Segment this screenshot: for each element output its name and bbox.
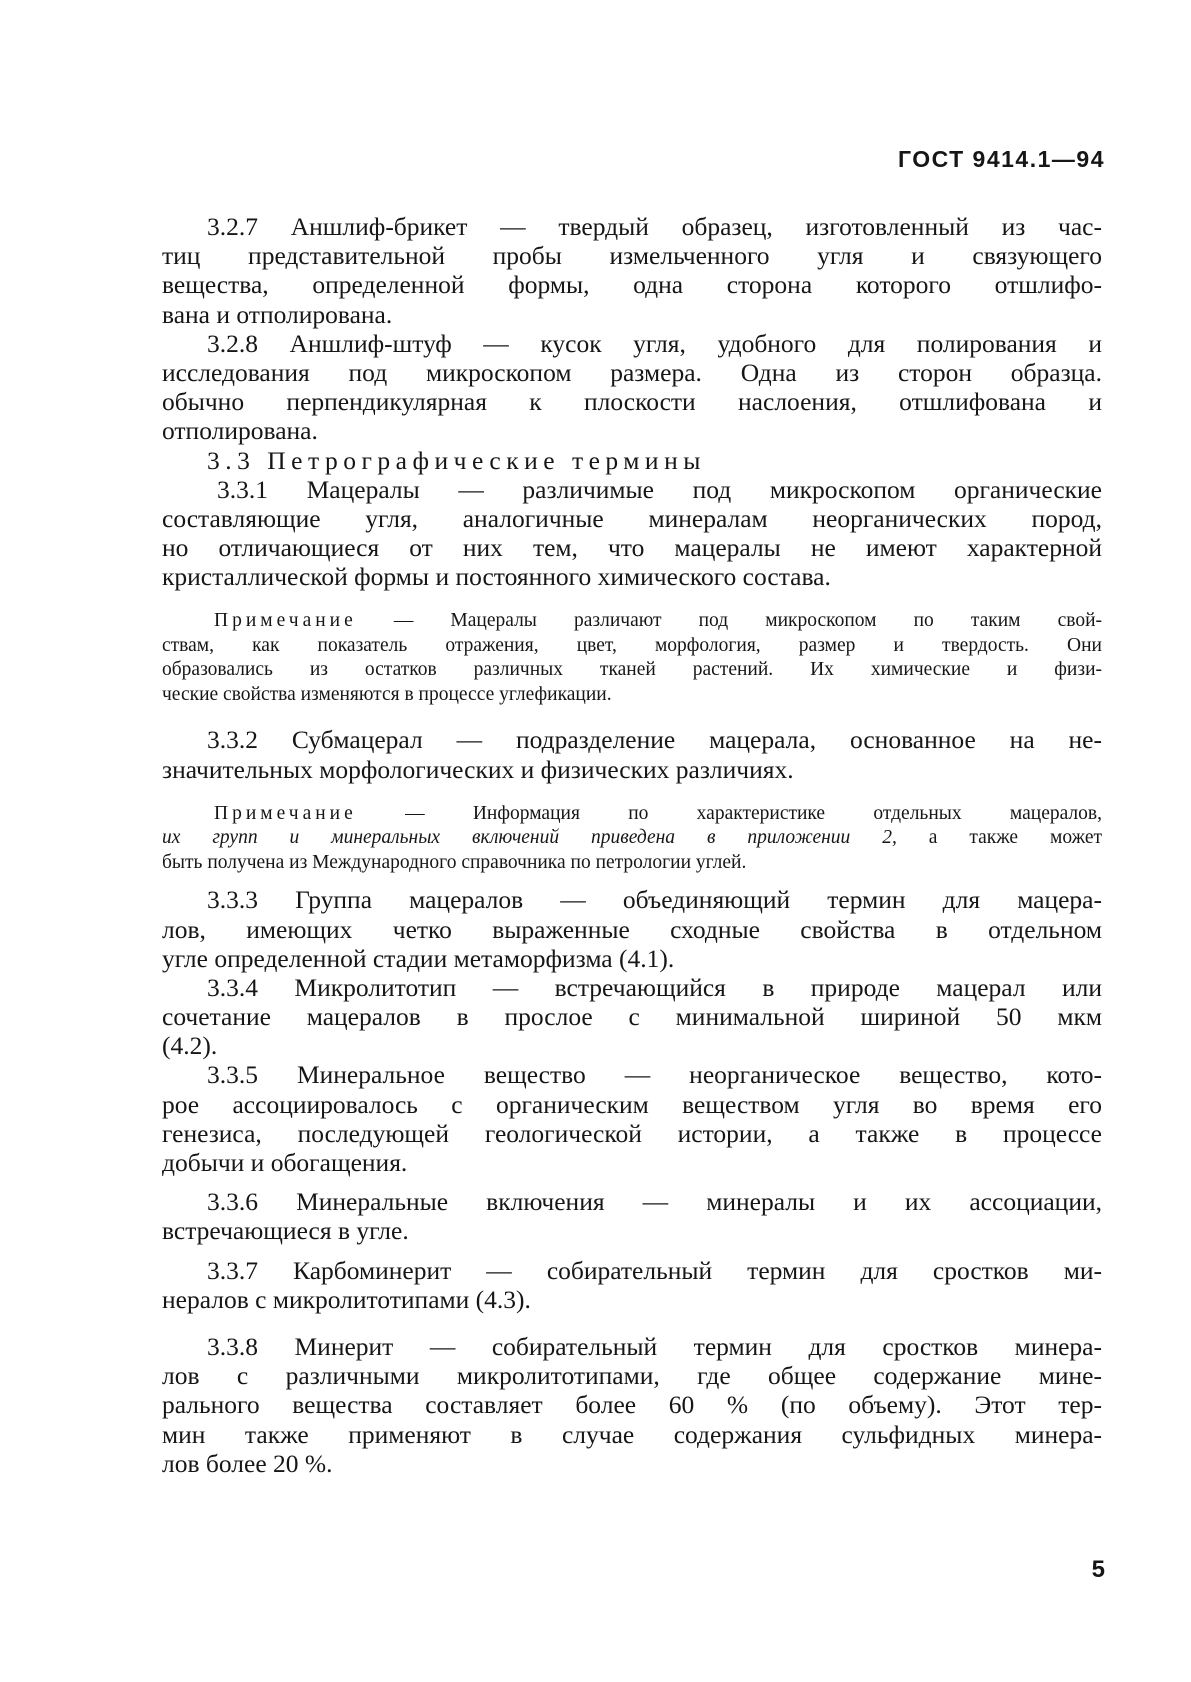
text-line: 3.2.7 Аншлиф-брикет — твердый образец, изготовленный из час- bbox=[207, 212, 1102, 241]
text-line: лов, имеющих четко выраженные сходные свойства в отдельном bbox=[162, 914, 1102, 944]
text-line: 3.3.1 Мацералы — различимые под микроскопом органические bbox=[217, 474, 1102, 504]
text-line: 3.3.5 Минеральное вещество — неорганическое вещество, кото- bbox=[207, 1060, 1102, 1090]
note-italic-text: их групп и минеральных включений приведена в приложении 2, bbox=[162, 827, 897, 849]
text-line bbox=[162, 826, 1102, 851]
text-line: исследования под микроскопом размера. Одна из сторон образца. bbox=[162, 357, 1102, 387]
text-line: 3.3.2 Субмацерал — подразделение мацерала, основанное на не- bbox=[207, 725, 1102, 755]
text-line: добычи и обогащения. bbox=[162, 1148, 408, 1177]
text-line: рального вещества составляет более 60 % (по объему). Этот тер- bbox=[162, 1390, 1102, 1420]
text-line: значительных морфологических и физических различиях. bbox=[162, 754, 794, 784]
paragraph-3-3-8 bbox=[162, 1332, 1102, 1478]
paragraph-3-2-8 bbox=[162, 329, 1102, 446]
note-label: Примечание bbox=[214, 610, 357, 632]
paragraph-3-3-1 bbox=[162, 475, 1102, 592]
paragraph-3-3-4 bbox=[162, 973, 1102, 1061]
document-body bbox=[162, 212, 1102, 1478]
text-line: 3.2.8 Аншлиф-штуф — кусок угля, удобного для полирования и bbox=[207, 328, 1102, 358]
text-line: быть получена из Международного справочника по петрологии углей. bbox=[162, 851, 747, 873]
note-text: — Информация по характеристике отдельных мацералов, bbox=[405, 802, 1102, 824]
text-line: вана и отполирована. bbox=[162, 299, 393, 329]
paragraph-3-3-2 bbox=[162, 725, 1102, 783]
text-line: ческие свойства изменяются в процессе углефикации. bbox=[162, 683, 612, 705]
text-line: лов более 20 %. bbox=[162, 1448, 333, 1478]
text-line: тиц представительной пробы измельченного угля и связующего bbox=[162, 241, 1102, 271]
page-number: 5 bbox=[1091, 1556, 1105, 1583]
text-line: обычно перпендикулярная к плоскости наслоения, отшлифована и bbox=[162, 387, 1102, 417]
text-line: образовались из остатков различных тканей растений. Их химические и физи- bbox=[162, 659, 1102, 681]
paragraph-3-2-7 bbox=[162, 212, 1102, 329]
text-line: 3.3.3 Группа мацералов — объединяющий термин для мацера- bbox=[207, 885, 1102, 915]
text-line: (4.2). bbox=[162, 1031, 218, 1061]
note-text: а также может bbox=[928, 827, 1102, 849]
text-line bbox=[162, 802, 1102, 827]
text-line bbox=[162, 609, 1102, 634]
text-line: сочетание мацералов в прослое с минимальной шириной 50 мкм bbox=[162, 1002, 1102, 1032]
text-line: генезиса, последующей геологической истории, а также в процессе bbox=[162, 1118, 1102, 1148]
section-heading-3-3: 3.3 Петрографические термины bbox=[207, 445, 706, 475]
text-line: встречающиеся в угле. bbox=[162, 1216, 409, 1246]
text-line: кристаллической формы и постоянного химического состава. bbox=[162, 562, 831, 592]
text-line: 3.3.6 Минеральные включения — минералы и их ассоциации, bbox=[207, 1187, 1102, 1217]
note-label: Примечание bbox=[214, 802, 357, 824]
paragraph-3-3-3 bbox=[162, 885, 1102, 973]
text-line: нералов с микролитотипами (4.3). bbox=[162, 1284, 531, 1314]
note-text: — Мацералы различают под микроскопом по таким свой- bbox=[393, 610, 1102, 632]
text-line: отполирована. bbox=[162, 416, 318, 446]
text-line: мин также применяют в случае содержания сульфидных минера- bbox=[162, 1419, 1102, 1449]
text-line: ствам, как показатель отражения, цвет, морфология, размер и твердость. Они bbox=[162, 634, 1102, 656]
paragraph-3-3-5 bbox=[162, 1060, 1102, 1177]
text-line: рое ассоциировалось с органическим веществом угля во время его bbox=[162, 1089, 1102, 1119]
paragraph-3-3-7 bbox=[162, 1256, 1102, 1314]
document-header: ГОСТ 9414.1—94 bbox=[897, 146, 1105, 172]
text-line: 3.3.4 Микролитотип — встречающийся в природе мацерал или bbox=[207, 972, 1102, 1002]
note-2 bbox=[162, 802, 1102, 876]
text-line: но отличающиеся от них тем, что мацералы не имеют характерной bbox=[162, 533, 1102, 563]
text-line: 3.3.8 Минерит — собирательный термин для сростков минера- bbox=[207, 1331, 1102, 1361]
paragraph-3-3-6 bbox=[162, 1187, 1102, 1245]
text-line: составляющие угля, аналогичные минералам неорганических пород, bbox=[162, 503, 1102, 533]
text-line: угле определенной стадии метаморфизма (4.1). bbox=[162, 943, 675, 973]
text-line: 3.3.7 Карбоминерит — собирательный термин для сростков ми- bbox=[207, 1255, 1102, 1285]
note-1 bbox=[162, 609, 1102, 707]
text-line: лов с различными микролитотипами, где общее содержание мине- bbox=[162, 1361, 1102, 1391]
text-line: вещества, определенной формы, одна сторона которого отшлифо- bbox=[162, 270, 1102, 300]
